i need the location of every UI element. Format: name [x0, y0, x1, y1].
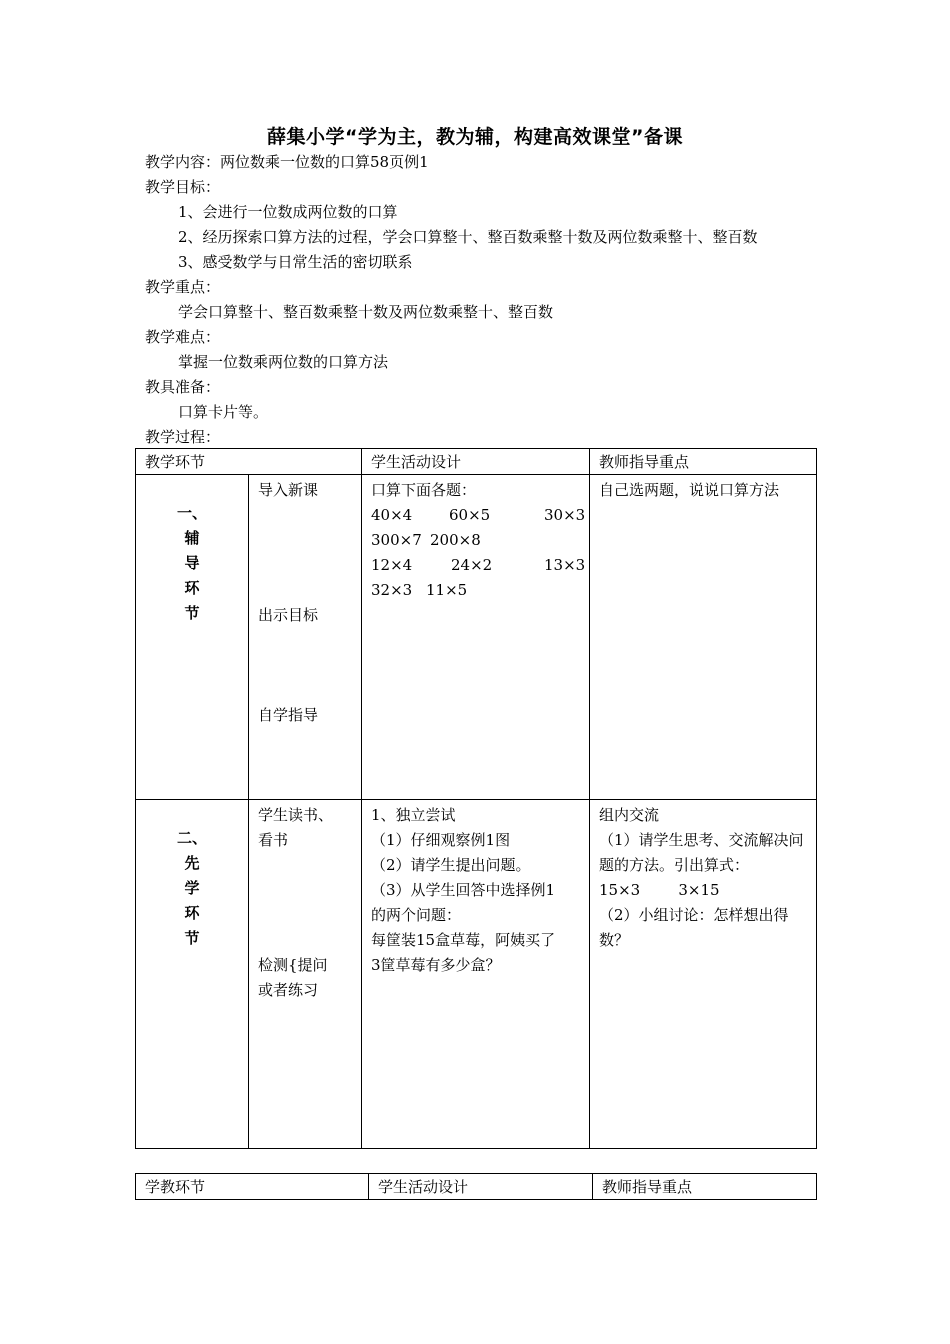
- table-row: [136, 800, 817, 1149]
- section-2-steps: [249, 800, 362, 1149]
- key-point: 学会口算整十、整百数乘整十数及两位数乘整十、整百数: [178, 303, 554, 321]
- header-teacher-focus: 教师指导重点: [593, 1174, 817, 1200]
- section-2-title: 二、 先 学 环 节: [136, 800, 249, 1149]
- step-read: 看书: [258, 831, 289, 849]
- section-1-title: 一、 辅 导 环 节: [136, 475, 249, 800]
- activity-title: 口算下面各题：: [371, 481, 477, 499]
- section-2-teacher: 组内交流 （1）请学生思考、交流解决问 题的方法。引出算式： 15×3 3×15 （2）小组讨论：怎样想出得 数？: [590, 800, 817, 1149]
- table-row: [136, 475, 817, 800]
- goal-3: 3、感受数学与日常生活的密切联系: [178, 253, 413, 271]
- calc-row: 32×3 11×5: [371, 581, 468, 599]
- goal-2: 2、经历探索口算方法的过程，学会口算整十、整百数乘整十数及两位数乘整十、整百数: [178, 228, 758, 246]
- lesson-table-2: [135, 1173, 817, 1200]
- process-label: 教学过程：: [145, 428, 221, 446]
- section-1-teacher: 自己选两题，说说口算方法: [590, 475, 817, 800]
- lesson-table: [135, 448, 817, 1149]
- section-1-activity: [362, 475, 590, 800]
- calc-row: 300×7 200×8: [371, 531, 481, 549]
- page-title: 薛集小学“学为主，教为辅，构建高效课堂”备课: [267, 126, 683, 148]
- header-student-activity: 学生活动设计: [369, 1174, 593, 1200]
- table-header-row: [136, 1174, 817, 1200]
- key-label: 教学重点：: [145, 278, 221, 296]
- section-2-activity: 1、独立尝试 （1）仔细观察例1图 （2）请学生提出问题。 （3）从学生回答中选择例1 的两个问题： 每筐装15盒草莓，阿姨买了 3筐草莓有多少盒？: [362, 800, 590, 1149]
- step-read: 学生读书、: [258, 806, 334, 824]
- step-self-study: 自学指导: [258, 706, 319, 724]
- difficulty-point: 掌握一位数乘两位数的口算方法: [178, 353, 389, 371]
- step-show-goals: 出示目标: [258, 606, 319, 624]
- section-1-steps: [249, 475, 362, 800]
- calc-row: 40×4 60×5 30×3: [371, 506, 586, 524]
- difficulty-label: 教学难点：: [145, 328, 221, 346]
- teaching-content: 教学内容：两位数乘一位数的口算58页例1: [145, 153, 429, 171]
- tools: 口算卡片等。: [178, 403, 269, 421]
- step-check: 检测{提问: [258, 956, 328, 974]
- tools-label: 教具准备：: [145, 378, 221, 396]
- header-stage: 学教环节: [136, 1174, 369, 1200]
- table-header-row: [136, 449, 817, 475]
- header-stage: 教学环节: [136, 449, 362, 475]
- step-check: 或者练习: [258, 981, 319, 999]
- header-teacher-focus: 教师指导重点: [590, 449, 817, 475]
- header-student-activity: 学生活动设计: [362, 449, 590, 475]
- goal-1: 1、会进行一位数成两位数的口算: [178, 203, 398, 221]
- goals-label: 教学目标：: [145, 178, 221, 196]
- calc-row: 12×4 24×2 13×3: [371, 556, 586, 574]
- step-intro: 导入新课: [258, 481, 319, 499]
